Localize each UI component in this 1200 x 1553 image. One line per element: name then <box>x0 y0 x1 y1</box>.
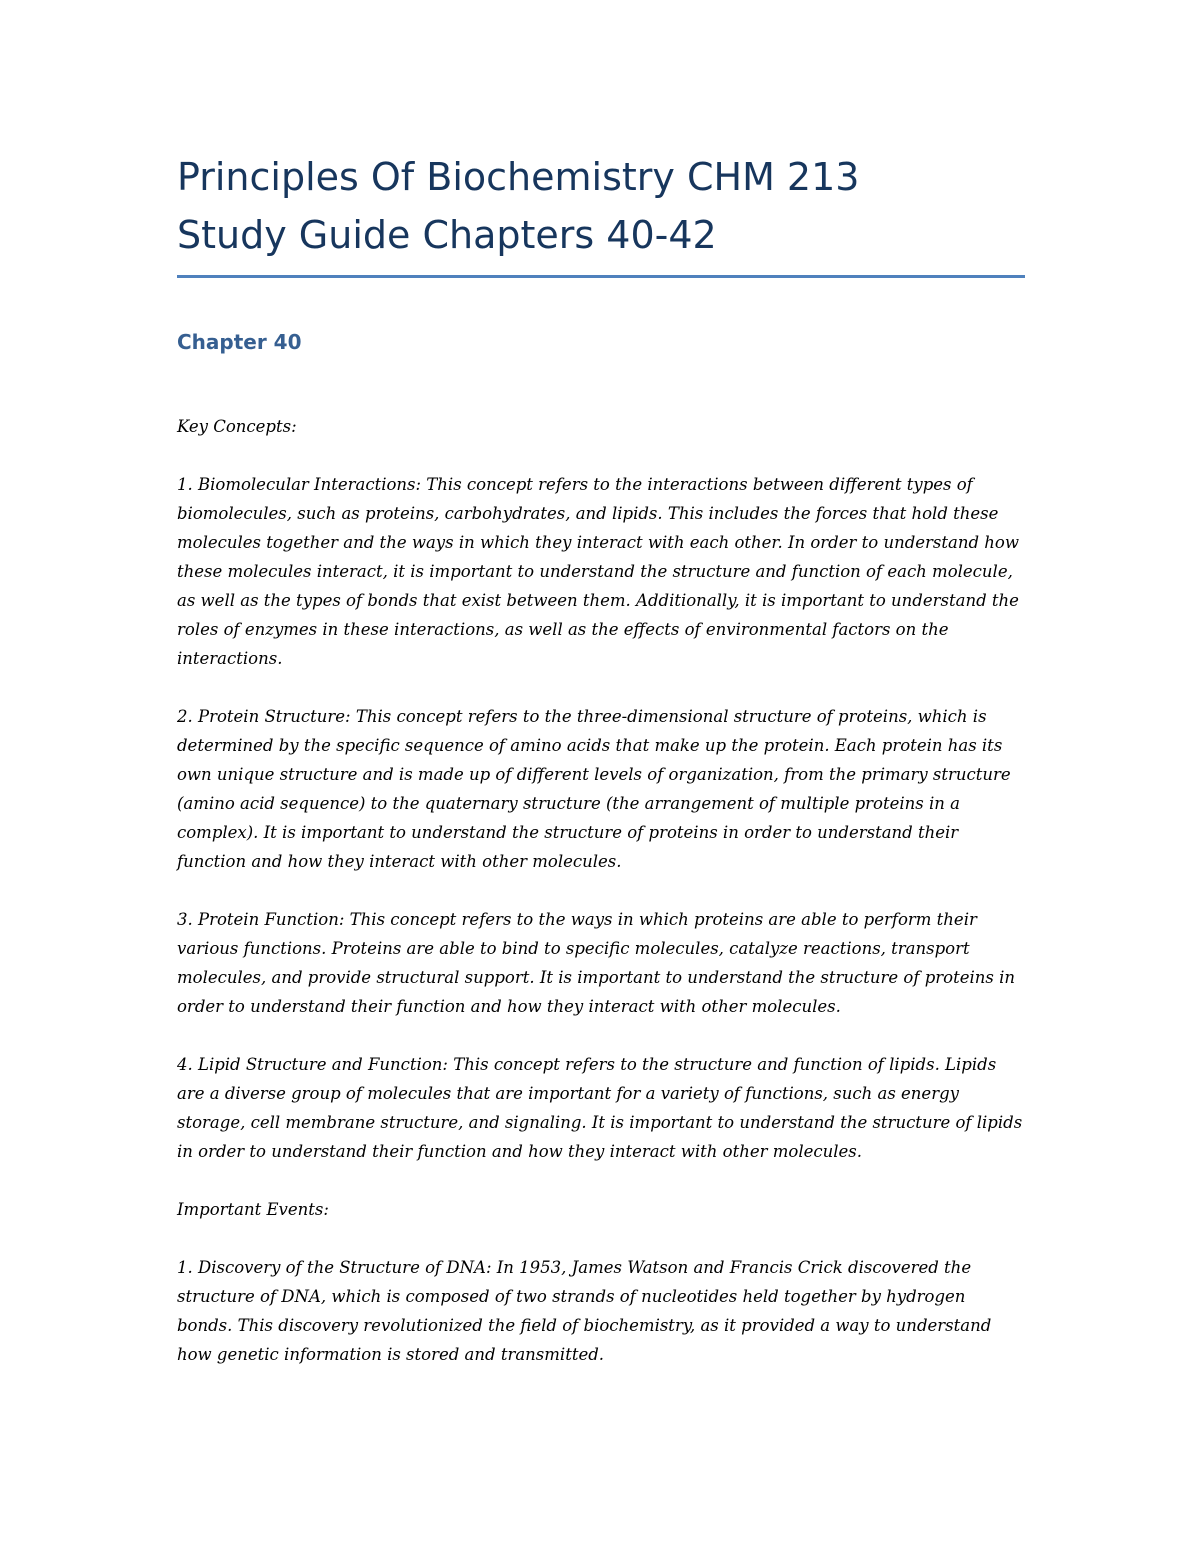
document-title-line-2: Study Guide Chapters 40-42 <box>177 213 717 257</box>
key-concept-paragraph-1: 1. Biomolecular Interactions: This concept refers to the interactions between different types of biomolecules, such as proteins, carbohydrates, and lipids. This includes the forces that hold these molecules together and the ways in which they interact with each other. In order to understand how these molecules interact, it is important to understand the structure and function of each molecule, as well as the types of bonds that exist between them. Additionally, it is important to understand the roles of enzymes in these interactions, as well as the effects of environmental factors on the interactions. <box>177 475 1019 668</box>
important-events-label: Important Events: <box>177 1200 329 1219</box>
key-concept-paragraph-3: 3. Protein Function: This concept refers to the ways in which proteins are able to perform their various functions. Proteins are able to bind to specific molecules, catalyze reactions, transport molecules, and provide structural support. It is important to understand the structure of proteins in order to understand their function and how they interact with other molecules. <box>177 910 1015 1016</box>
important-event-paragraph-1: 1. Discovery of the Structure of DNA: In 1953, James Watson and Francis Crick discovered the structure of DNA, which is composed of two strands of nucleotides held together by hydrogen bonds. This discovery revolutionized the field of biochemistry, as it provided a way to understand how genetic information is stored and transmitted. <box>177 1258 992 1364</box>
key-concept-paragraph-2: 2. Protein Structure: This concept refers to the three-dimensional structure of proteins, which is determined by the specific sequence of amino acids that make up the protein. Each protein has its own unique structure and is made up of different levels of organization, from the primary structure (amino acid sequence) to the quaternary structure (the arrangement of multiple proteins in a complex). It is important to understand the structure of proteins in order to understand their function and how they interact with other molecules. <box>177 707 1011 871</box>
document-title <box>177 148 1025 264</box>
page-content <box>177 148 1025 1369</box>
document-title-line-1: Principles Of Biochemistry CHM 213 <box>177 155 860 199</box>
title-underline-rule <box>177 275 1025 278</box>
key-concepts-label: Key Concepts: <box>177 417 297 436</box>
chapter-heading: Chapter 40 <box>177 330 302 354</box>
key-concept-paragraph-4: 4. Lipid Structure and Function: This concept refers to the structure and function of lipids. Lipids are a diverse group of molecules that are important for a variety of functions, such as energy storage, cell membrane structure, and signaling. It is important to understand the structure of lipids in order to understand their function and how they interact with other molecules. <box>177 1055 1023 1161</box>
